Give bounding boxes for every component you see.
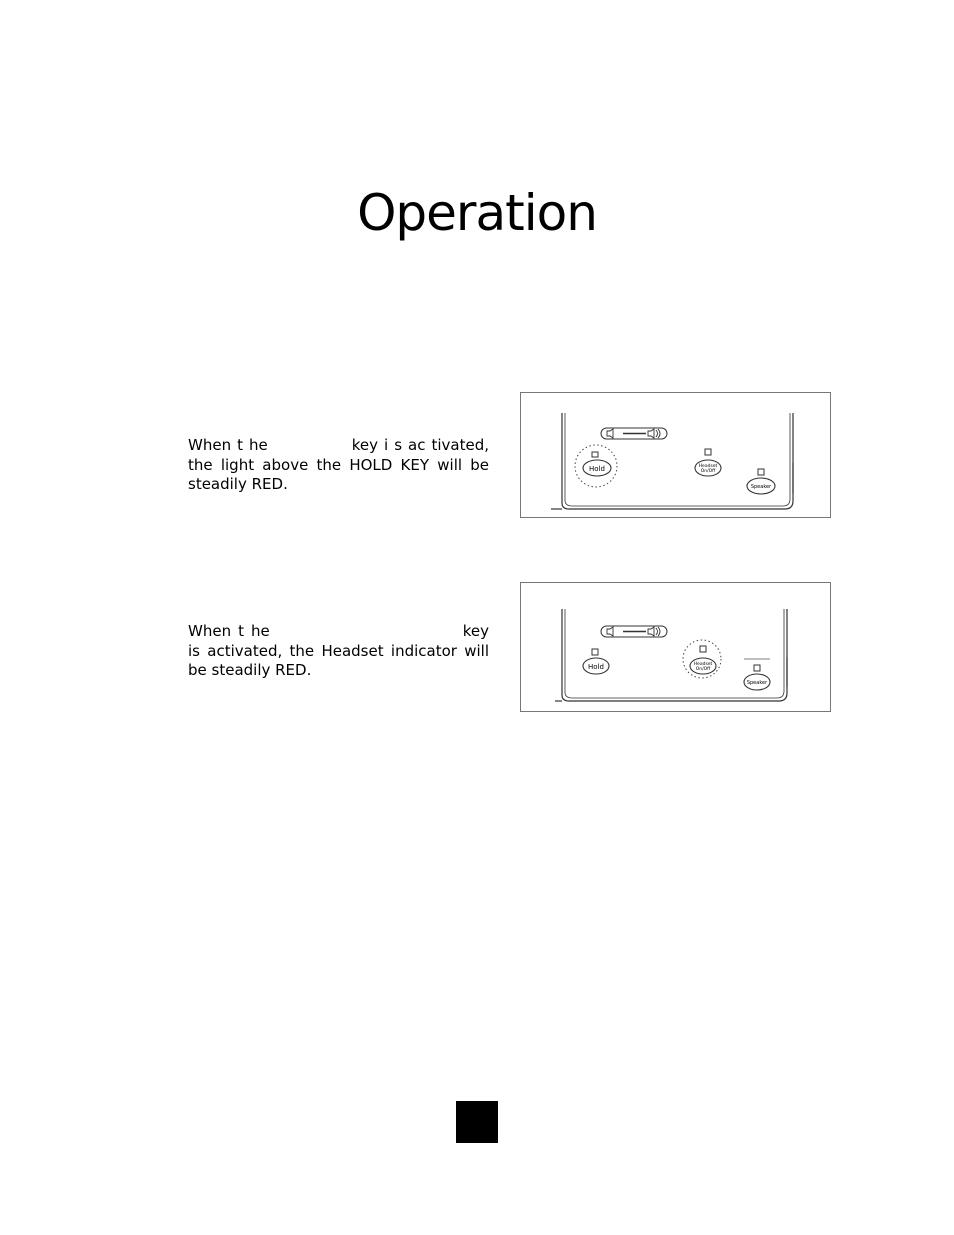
text-fragment: the light above the HOLD KEY will be steadily RED.	[188, 455, 489, 493]
headset-key-figure	[520, 582, 831, 712]
speaker-indicator-light	[754, 665, 760, 671]
page-number-box	[456, 1101, 498, 1143]
hold-indicator-light	[592, 649, 598, 655]
text-fragment: key	[462, 622, 489, 640]
page-title: Operation	[357, 183, 597, 242]
speaker-indicator-light	[758, 469, 764, 475]
text-fragment: When t he	[188, 436, 268, 454]
headset-indicator-light	[705, 449, 711, 455]
headset-key-label: Headset	[693, 662, 713, 667]
text-fragment: When t he	[188, 622, 270, 640]
headset-key-label: On/Off	[700, 469, 716, 474]
hold-indicator-light	[592, 452, 598, 457]
hold-key-label: Hold	[589, 465, 605, 473]
hold-key-label: Hold	[588, 663, 604, 671]
text-fragment: key i s ac tivated,	[351, 436, 489, 454]
phone-panel-illustration	[521, 393, 832, 519]
headset-key-label: Headset	[698, 464, 718, 469]
text-fragment: is activated, the Headset indicator will be steadily RED.	[188, 641, 489, 679]
headset-indicator-light	[700, 646, 706, 652]
hold-key-description	[188, 436, 489, 495]
hold-key-figure	[520, 392, 831, 518]
volume-control-icon	[601, 626, 667, 637]
speaker-key-label: Speaker	[746, 680, 768, 686]
headset-key-label: On/Off	[695, 667, 711, 672]
volume-control-icon	[601, 428, 667, 439]
phone-panel-illustration	[521, 583, 832, 713]
headset-key-description	[188, 622, 489, 681]
speaker-key-label: Speaker	[750, 484, 772, 490]
